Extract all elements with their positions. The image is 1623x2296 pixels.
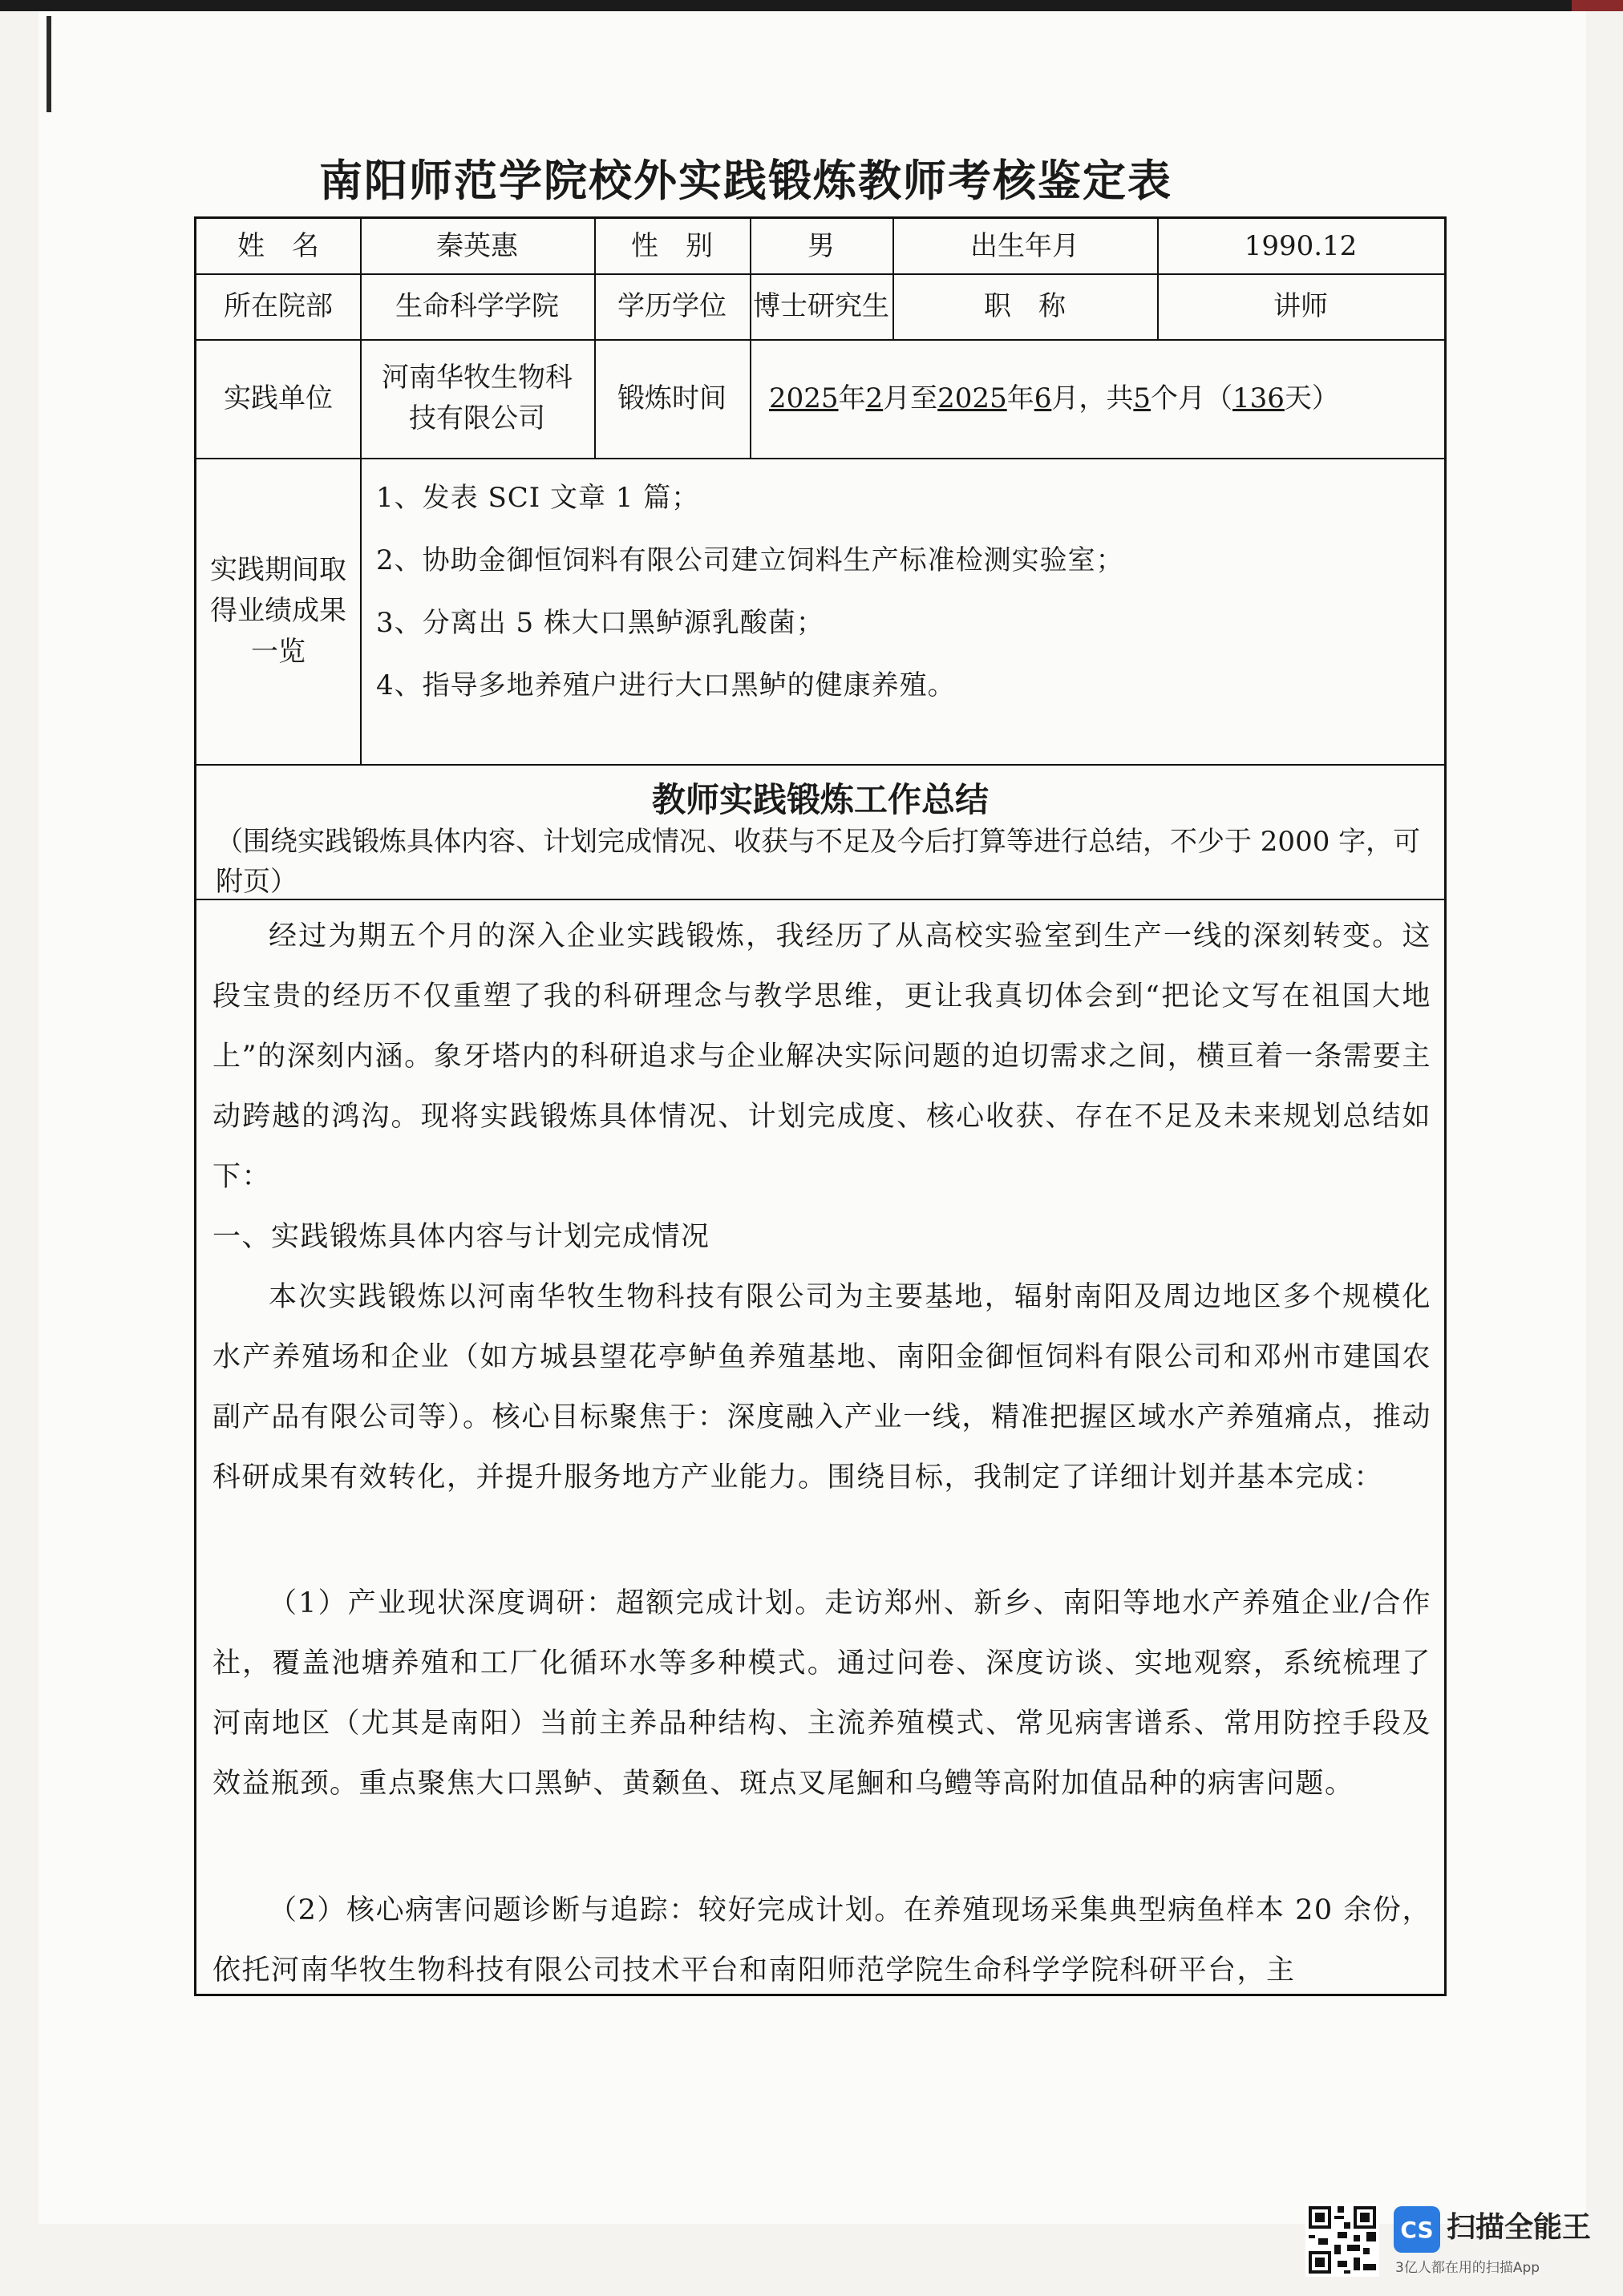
document-title: 南阳师范学院校外实践锻炼教师考核鉴定表 [319,155,1172,206]
end-month: 6 [1034,382,1052,414]
summary-paragraph: （1）产业现状深度调研：超额完成计划。走访郑州、新乡、南阳等地水产养殖企业/合作社，覆盖池塘养殖和工厂化循环水等多种模式。通过问卷、深度访谈、实地观察，系统梳理了河南地区（尤其是南阳）当前主养品种结构、主流养殖模式、常见病害谱系、常用防控手段及效益瓶颈。重点聚焦大口黑鲈、黄颡鱼、斑点叉尾鮰和乌鳢等高附加值品种的病害问题。 [212,1587,1431,1800]
name-value: 秦英惠 [436,229,518,262]
summary-paragraph: 经过为期五个月的深入企业实践锻炼，我经历了从高校实验室到生产一线的深刻转变。这段宝贵的经历不仅重塑了我的科研理念与教学思维，更让我真切体会到“把论文写在祖国大地上”的深刻内涵。象牙塔内的科研追求与企业解决实际问题的迫切需求之间，横亘着一条需要主动跨越的鸿沟。现将实践锻炼具体情况、计划完成度、核心收获、存在不足及未来规划总结如下： [212,920,1431,1193]
achievement-item: 4、指导多地养殖户进行大口黑鲈的健康养殖。 [376,669,956,701]
rank-value: 讲师 [1273,289,1328,322]
achievement-item: 2、协助金御恒饲料有限公司建立饲料生产标准检测实验室； [376,544,1124,576]
end-year: 2025 [937,382,1007,414]
start-month: 2 [865,382,884,414]
total-days: 136 [1232,382,1285,414]
degree-value: 博士研究生 [753,289,889,322]
total-months: 5 [1133,382,1151,414]
scan-top-edge [0,0,1623,11]
summary-paragraph: （2）核心病害问题诊断与追踪：较好完成计划。在养殖现场采集典型病鱼样本 20 余份，依托河南华牧生物科技有限公司技术平台和南阳师范学院生命科学学院科研平台，主 [212,1894,1431,1987]
achievement-item: 1、发表 SCI 文章 1 篇； [376,482,700,514]
rank-label: 职 称 [984,289,1066,322]
summary-paragraph: 本次实践锻炼以河南华牧生物科技有限公司为主要基地，辐射南阳及周边地区多个规模化水产养殖场和企业（如方城县望花亭鲈鱼养殖基地、南阳金御恒饲料有限公司和邓州市建国农副产品有限公司等）。核心目标聚焦于：深度融入产业一线，精准把握区域水产养殖痛点，推动科研成果有效转化，并提升服务地方产业能力。围绕目标，我制定了详细计划并基本完成： [212,1281,1431,1494]
unit-value-line-2: 技有限公司 [409,402,545,435]
unit-value-line-1: 河南华牧生物科 [382,362,573,394]
period-value: 2025 年 2 月至 2025 年 6 月，共 5 个月（ 136 天） [750,339,1444,458]
summary-title: 教师实践锻炼工作总结 [651,780,989,819]
unit-label: 实践单位 [224,382,333,414]
scanner-app-tagline: 3亿人都在用的扫描App [1395,2260,1540,2276]
achievement-item: 3、分离出 5 株大口黑鲈源乳酸菌； [376,607,824,639]
unit-value [360,339,594,458]
summary-instruction: （围绕实践锻炼具体内容、计划完成情况、收获与不足及今后打算等进行总结，不少于 2000 字，可附页） [216,826,1421,898]
scanner-app-name: 扫描全能王 [1447,2211,1592,2244]
birth-value: 1990.12 [1244,229,1358,262]
gender-label: 性 别 [631,229,713,262]
scan-top-edge-tip [1572,0,1623,11]
start-year: 2025 [769,382,839,414]
qr-code-icon [1305,2203,1379,2277]
dept-value: 生命科学学院 [395,289,559,322]
scan-left-edge [47,16,51,112]
birth-label: 出生年月 [970,229,1079,262]
summary-heading: 一、实践锻炼具体内容与计划完成情况 [212,1221,710,1253]
gender-value: 男 [807,229,835,262]
period-label: 锻炼时间 [617,382,727,414]
achievements-label: 实践期间取 得业绩成果 一览 [210,553,346,668]
name-label: 姓 名 [237,229,319,262]
dept-label: 所在院部 [224,289,333,322]
scanner-watermark [1305,2203,1594,2275]
camscanner-logo-icon: CS [1394,2206,1440,2253]
assessment-form [194,216,1447,1996]
degree-label: 学历学位 [617,289,727,322]
